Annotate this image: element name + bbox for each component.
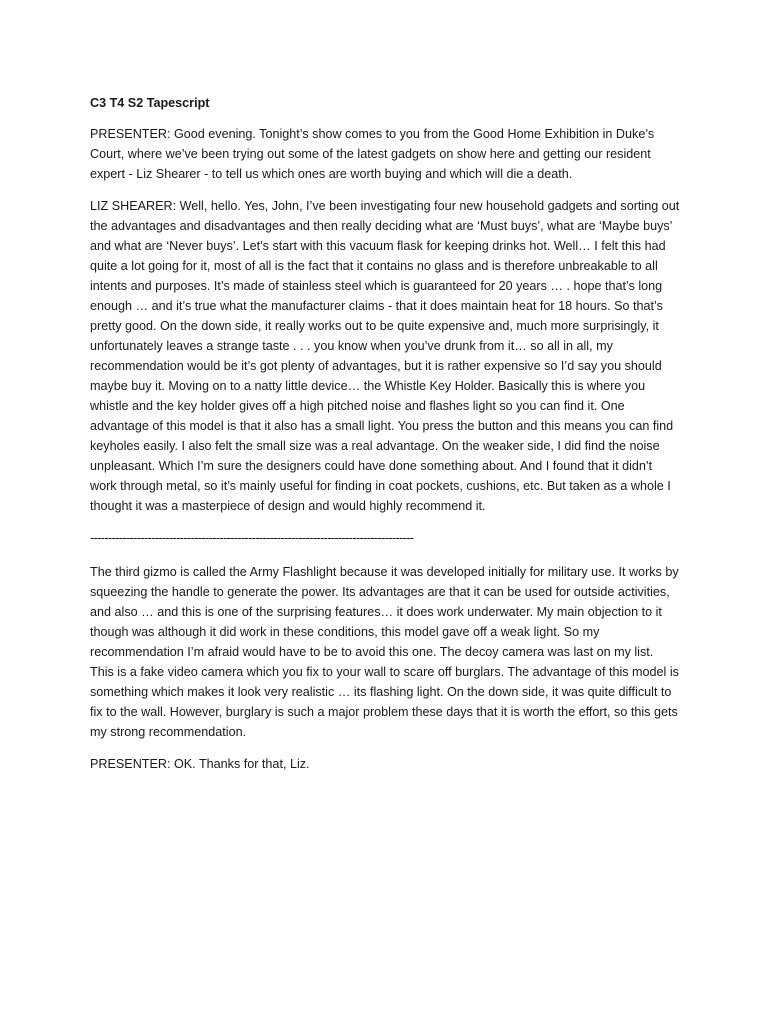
liz-shearer-paragraph: LIZ SHEARER: Well, hello. Yes, John, I’ve been investigating four new household gadgets and sorting out the advantages and disadvantages and then really deciding what are ‘Must buys’, what are ‘Maybe buys’ and what are ‘Never buys’. Let’s start with this vacuum flask for keeping drinks hot. Well… I felt this had quite a lot going for it, most of all is the fact that it contains no glass and is therefore unbreakable to all intents and purposes. It’s made of stainless steel which is guaranteed for 20 years … . hope that’s long enough … and it’s true what the manufacturer claims - that it does maintain heat for 18 hours. So that’s pretty good. On the down side, it really works out to be quite expensive and, much more surprisingly, it unfortunately leaves a strange taste . . . you know when you’ve drunk from it… so all in all, my recommendation would be it’s got plenty of advantages, but it is rather expensive so I’d say you should maybe buy it. Moving on to a natty little device… the Whistle Key Holder. Basically this is where you whistle and the key holder gives off a high pitched noise and flashes light so you can find it. One advantage of this model is that it also has a small light. You press the button and this means you can find keyholes easily. I also felt the small size was a real advantage. On the weaker side, I did find the noise unpleasant. Which I’m sure the designers could have done something about. And I found that it didn’t work through metal, so it’s mainly useful for finding in coat pockets, cushions, etc. But taken as a whole I thought it was a masterpiece of design and would highly recommend it. (90, 199, 680, 513)
document-body (90, 93, 680, 786)
dashed-separator: ------------------------------------------------------------------------------------------ (90, 531, 414, 545)
presenter-intro-paragraph: PRESENTER: Good evening. Tonight’s show comes to you from the Good Home Exhibition in Duke’s Court, where we’ve been trying out some of the latest gadgets on show here and getting our resident expert - Liz Shearer - to tell us which ones are worth buying and which will die a death. (90, 127, 655, 181)
third-gizmo-paragraph: The third gizmo is called the Army Flashlight because it was developed initially for military use. It works by squeezing the handle to generate the power. Its advantages are that it can be used for outside activities, and also … and this is one of the surprising features… it does work underwater. My main objection to it though was although it did work in these conditions, this model gave off a weak light. So my recommendation I’m afraid would have to be to avoid this one. The decoy camera was last on my list. This is a fake video camera which you fix to your wall to scare off burglars. The advantage of this model is something which makes it look very realistic … its flashing light. On the down side, it was quite difficult to fix to the wall. However, burglary is such a major problem these days that it is worth the effort, so this gets my strong recommendation. (90, 565, 679, 739)
document-title: C3 T4 S2 Tapescript (90, 96, 210, 110)
presenter-closing-paragraph: PRESENTER: OK. Thanks for that, Liz. (90, 757, 310, 771)
